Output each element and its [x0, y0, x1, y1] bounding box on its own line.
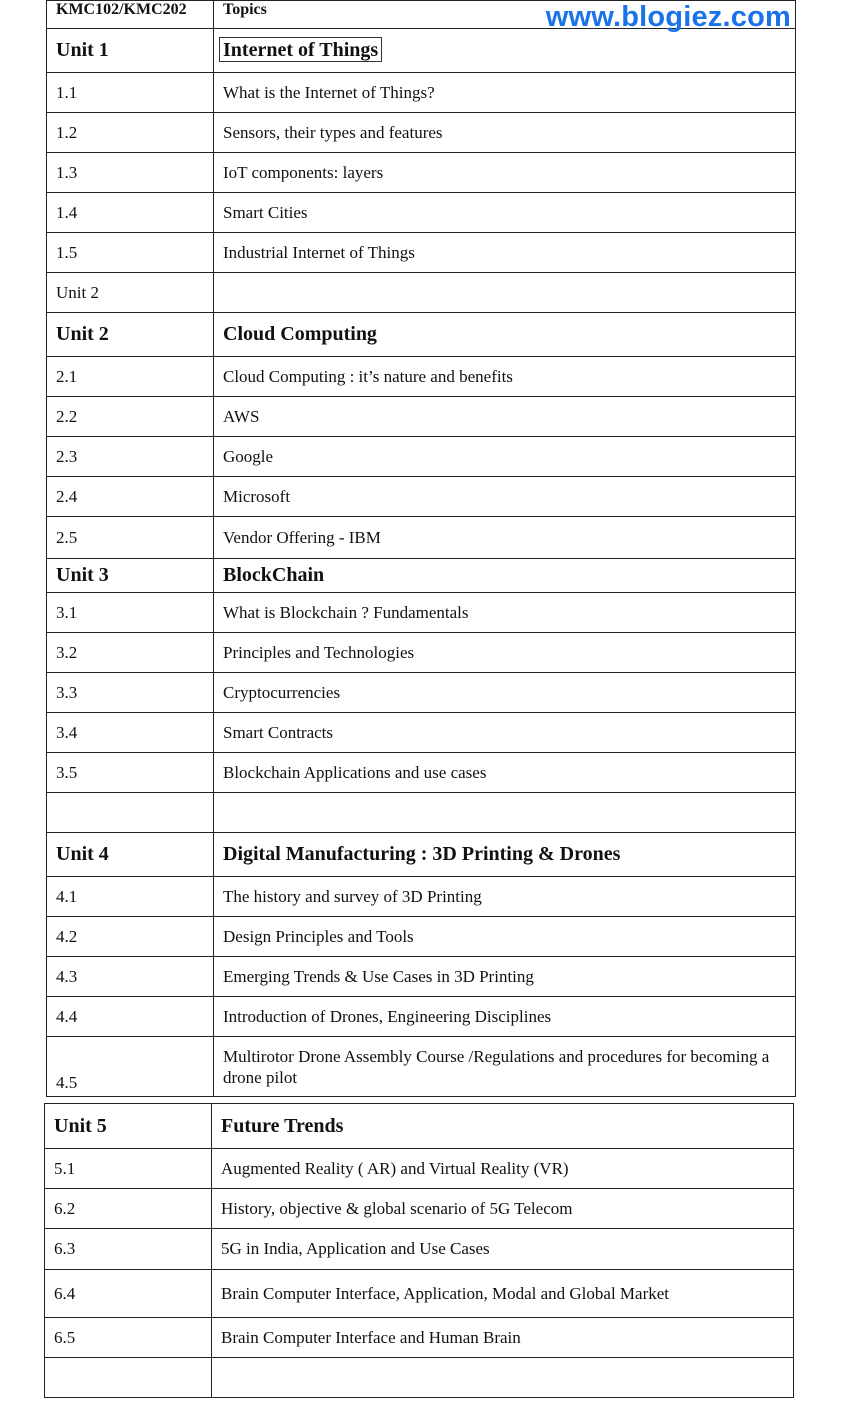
topic-row — [47, 957, 796, 997]
topic-number: 3.1 — [47, 593, 214, 633]
topic-title: Cryptocurrencies — [214, 673, 796, 713]
topic-row — [47, 113, 796, 153]
topic-title: Industrial Internet of Things — [214, 233, 796, 273]
topic-number: 3.2 — [47, 633, 214, 673]
topic-title: Smart Cities — [214, 193, 796, 233]
topic-row — [45, 1270, 794, 1318]
unit-number: Unit 4 — [47, 833, 214, 877]
topic-title: Design Principles and Tools — [214, 917, 796, 957]
unit-row — [47, 29, 796, 73]
topic-row — [47, 997, 796, 1037]
unit-row — [45, 1104, 794, 1149]
unit-title: Digital Manufacturing : 3D Printing & Drones — [214, 833, 796, 877]
topic-title: 5G in India, Application and Use Cases — [212, 1229, 794, 1270]
topic-number: 2.3 — [47, 437, 214, 477]
topic-title — [214, 793, 796, 833]
topic-title: Google — [214, 437, 796, 477]
topic-row — [47, 437, 796, 477]
syllabus-table — [46, 0, 796, 1097]
topic-number: 3.3 — [47, 673, 214, 713]
topic-row — [47, 517, 796, 559]
topic-row — [47, 73, 796, 113]
topic-number: 1.3 — [47, 153, 214, 193]
topic-title: Augmented Reality ( AR) and Virtual Reality (VR) — [212, 1149, 794, 1189]
topic-row — [47, 917, 796, 957]
topic-row — [45, 1318, 794, 1358]
topic-row — [47, 633, 796, 673]
topic-row — [47, 477, 796, 517]
topic-row — [47, 233, 796, 273]
empty-row — [45, 1358, 794, 1398]
topic-row — [45, 1229, 794, 1270]
unit-number: Unit 3 — [47, 559, 214, 593]
topic-number: 6.2 — [45, 1189, 212, 1229]
watermark-text: www.blogiez.com — [545, 1, 791, 33]
topic-number: 2.2 — [47, 397, 214, 437]
topic-row — [45, 1189, 794, 1229]
topic-number: 4.2 — [47, 917, 214, 957]
topic-title: Sensors, their types and features — [214, 113, 796, 153]
unit-number: Unit 5 — [45, 1104, 212, 1149]
topic-title — [214, 273, 796, 313]
topic-title: Emerging Trends & Use Cases in 3D Printing — [214, 957, 796, 997]
topic-number: 4.4 — [47, 997, 214, 1037]
topic-number: Unit 2 — [47, 273, 214, 313]
unit-row — [47, 313, 796, 357]
topic-number: 6.4 — [45, 1270, 212, 1318]
topic-number: 1.1 — [47, 73, 214, 113]
topic-number: 2.1 — [47, 357, 214, 397]
topic-title: What is the Internet of Things? — [214, 73, 796, 113]
topic-title: Cloud Computing : it’s nature and benefits — [214, 357, 796, 397]
topic-row — [47, 1037, 796, 1097]
topic-title: Vendor Offering - IBM — [214, 517, 796, 559]
topic-number: 1.2 — [47, 113, 214, 153]
topic-number: 6.5 — [45, 1318, 212, 1358]
topic-title: Brain Computer Interface and Human Brain — [212, 1318, 794, 1358]
topic-title: Brain Computer Interface, Application, Modal and Global Market — [212, 1270, 794, 1318]
topic-number: 2.4 — [47, 477, 214, 517]
empty-row — [47, 793, 796, 833]
unit-number: Unit 2 — [47, 313, 214, 357]
topic-row — [47, 193, 796, 233]
course-code-header: KMC102/KMC202 — [47, 1, 214, 29]
unit-row — [47, 559, 796, 593]
syllabus-table-continued — [44, 1103, 794, 1398]
topic-number: 1.4 — [47, 193, 214, 233]
unit-row — [47, 833, 796, 877]
topic-number: 2.5 — [47, 517, 214, 559]
topic-row — [47, 357, 796, 397]
topic-title: Principles and Technologies — [214, 633, 796, 673]
topic-number: 3.5 — [47, 753, 214, 793]
topic-number: 1.5 — [47, 233, 214, 273]
topics-header: Topics — [214, 1, 796, 29]
unit-title-text: Internet of Things — [219, 37, 382, 62]
topic-row — [47, 397, 796, 437]
topic-number: 4.3 — [47, 957, 214, 997]
topic-title: AWS — [214, 397, 796, 437]
topic-title: Multirotor Drone Assembly Course /Regulations and procedures for becoming a drone pilot — [214, 1037, 796, 1097]
topic-title: Smart Contracts — [214, 713, 796, 753]
topic-number: 4.1 — [47, 877, 214, 917]
topic-title: IoT components: layers — [214, 153, 796, 193]
topic-row — [45, 1149, 794, 1189]
topic-row — [47, 153, 796, 193]
topic-number: 5.1 — [45, 1149, 212, 1189]
topic-row — [47, 713, 796, 753]
topic-row — [47, 593, 796, 633]
unit-number: Unit 1 — [47, 29, 214, 73]
topic-title: What is Blockchain ? Fundamentals — [214, 593, 796, 633]
topic-number: 6.3 — [45, 1229, 212, 1270]
topic-row — [47, 673, 796, 713]
topic-number: 3.4 — [47, 713, 214, 753]
topic-title: The history and survey of 3D Printing — [214, 877, 796, 917]
unit-title: Cloud Computing — [214, 313, 796, 357]
topic-number — [45, 1358, 212, 1398]
topic-title: Introduction of Drones, Engineering Disciplines — [214, 997, 796, 1037]
topic-row — [47, 753, 796, 793]
topic-title — [212, 1358, 794, 1398]
unit-title — [214, 29, 796, 73]
topic-title: Blockchain Applications and use cases — [214, 753, 796, 793]
topic-number — [47, 793, 214, 833]
unit-title: Future Trends — [212, 1104, 794, 1149]
topic-row — [47, 877, 796, 917]
unit-title: BlockChain — [214, 559, 796, 593]
topic-row — [47, 273, 796, 313]
topic-number: 4.5 — [47, 1037, 214, 1097]
topic-title: History, objective & global scenario of 5G Telecom — [212, 1189, 794, 1229]
topic-title: Microsoft — [214, 477, 796, 517]
